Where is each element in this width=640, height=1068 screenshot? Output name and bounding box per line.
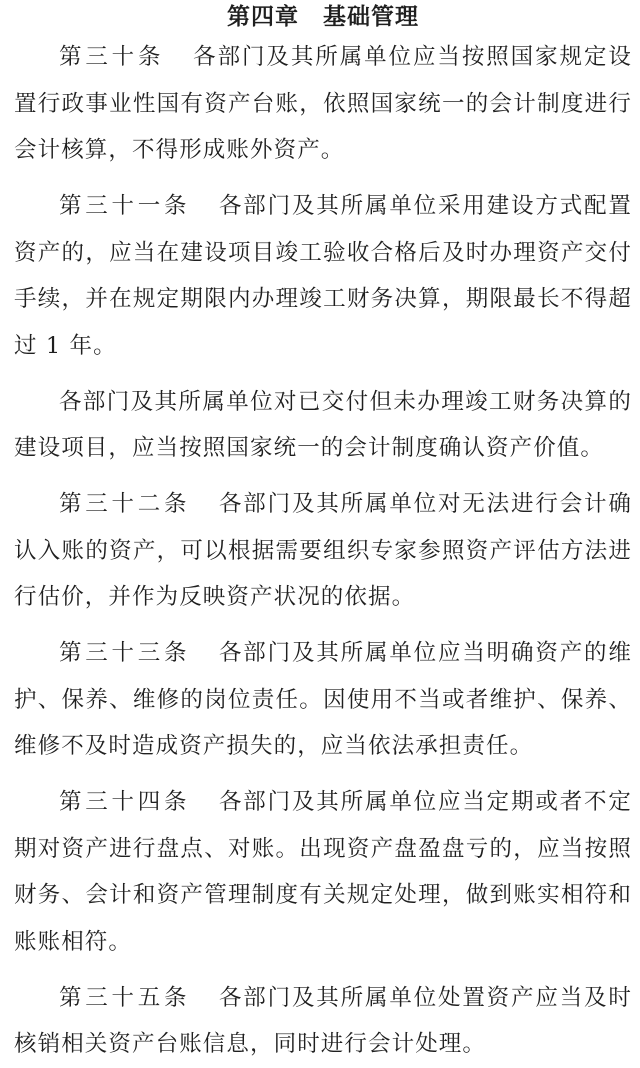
- article-35: [14, 975, 632, 1068]
- article-number: 第三十二条: [59, 491, 191, 517]
- article-text: 各部门及其所属单位应当定期或者不定期对资产进行盘点、对账。出现资产盘盈盘亏的，应当按照财务、会计和资产管理制度有关规定处理，做到账实相符和账账相符。: [14, 789, 632, 955]
- article-34: [14, 779, 632, 965]
- article-text: 各部门及其所属单位对无法进行会计确认入账的资产，可以根据需要组织专家参照资产评估方法进行估价，并作为反映资产状况的依据。: [14, 491, 632, 610]
- article-number: 第三十三条: [59, 640, 191, 666]
- article-31-paragraph-2: [14, 379, 632, 472]
- article-text: 各部门及其所属单位处置资产应当及时核销相关资产台账信息，同时进行会计处理。: [14, 984, 632, 1057]
- chapter-title: 第四章 基础管理: [227, 3, 419, 30]
- article-text: 各部门及其所属单位应当按照国家规定设置行政事业性国有资产台账，依照国家统一的会计制度进行会计核算，不得形成账外资产。: [14, 44, 632, 163]
- article-31: [14, 183, 632, 369]
- article-32: [14, 481, 632, 621]
- article-30: [14, 34, 632, 174]
- article-number: 第三十一条: [59, 193, 191, 219]
- article-text: 各部门及其所属单位应当明确资产的维护、保养、维修的岗位责任。因使用不当或者维护、保养、维修不及时造成资产损失的，应当依法承担责任。: [14, 640, 632, 759]
- article-number: 第三十四条: [59, 789, 191, 815]
- article-text: 各部门及其所属单位对已交付但未办理竣工财务决算的建设项目，应当按照国家统一的会计制度确认资产价值。: [14, 388, 632, 461]
- article-text: 各部门及其所属单位采用建设方式配置资产的，应当在建设项目竣工验收合格后及时办理资产交付手续，并在规定期限内办理竣工财务决算，期限最长不得超过 1 年。: [14, 193, 632, 359]
- article-33: [14, 630, 632, 770]
- article-number: 第三十条: [59, 44, 165, 70]
- article-number: 第三十五条: [59, 984, 191, 1011]
